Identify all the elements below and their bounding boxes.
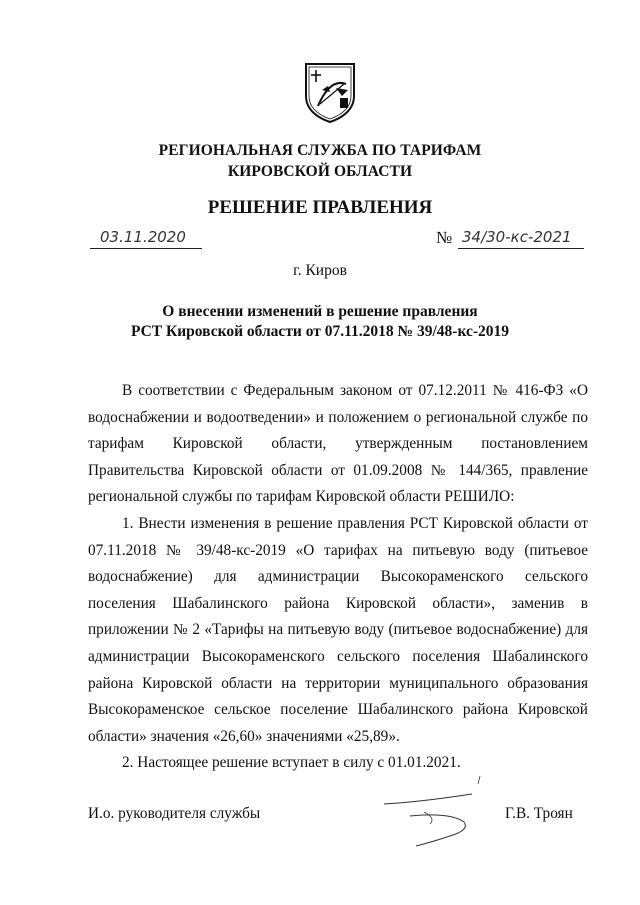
document-date bbox=[90, 226, 202, 252]
document-number bbox=[436, 226, 586, 252]
city-name: г. Киров bbox=[293, 262, 347, 279]
signatory-role: И.о. руководителя службы bbox=[88, 805, 261, 822]
agency-name bbox=[0, 140, 640, 182]
date-underline bbox=[90, 248, 202, 249]
item-2-paragraph: 2. Настоящее решение вступает в силу с 01.01.2021. bbox=[122, 754, 461, 772]
signatory-name: Г.В. Троян bbox=[505, 805, 573, 822]
number-sign: № bbox=[436, 228, 453, 247]
agency-line-1: РЕГИОНАЛЬНАЯ СЛУЖБА ПО ТАРИФАМ bbox=[158, 142, 482, 159]
document-body bbox=[88, 378, 588, 777]
item-1-paragraph: 1. Внести изменения в решение правления РСТ Кировской области от 07.11.2018 № 39/48-кс-2019 «О тарифах на питьевую воду (питьевое водоснабжение) для администрации Высокораменского сельского поселения Шабалинского района Кировской области», заменив в приложении № 2 «Тарифы на питьевую воду (питьевое водоснабжение) для администрации Высокораменского сельского поселения Шабалинского района Кировской области на территории муниципального образования Высокораменское сельское поселение Шабалинского района Кировской области» значения «26,60» значениями «25,89». bbox=[88, 514, 588, 745]
document-type-title: РЕШЕНИЕ ПРАВЛЕНИЯ bbox=[207, 197, 433, 218]
subject-line-1: О внесении изменений в решение правления bbox=[162, 303, 478, 320]
number-underline bbox=[458, 248, 584, 249]
kirov-coat-of-arms-icon bbox=[300, 60, 360, 124]
agency-line-2: КИРОВСКОЙ ОБЛАСТИ bbox=[227, 163, 413, 180]
preamble-paragraph: В соответствии с Федеральным законом от 07.12.2011 № 416-ФЗ «О водоснабжении и водоотведении» и положением о региональной службе по тарифам Кировской области, утвержденным постановлением Правительства Кировской области от 01.09.2008 № 144/365, правление региональной службы по тарифам Кировской области РЕШИЛО: bbox=[88, 382, 588, 506]
date-handwritten: 03.11.2020 bbox=[100, 228, 186, 246]
subject-line-2: РСТ Кировской области от 07.11.2018 № 39/48-кс-2019 bbox=[130, 323, 510, 340]
handwritten-signature bbox=[380, 772, 490, 850]
document-subject bbox=[0, 302, 640, 342]
number-handwritten: 34/30-кс-2021 bbox=[462, 228, 572, 246]
